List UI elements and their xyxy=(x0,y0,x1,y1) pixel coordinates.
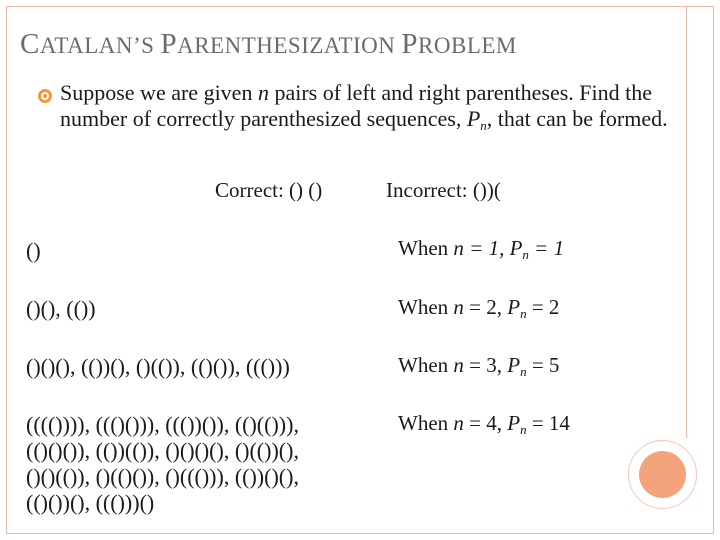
slide-side-rule xyxy=(686,6,687,438)
count-n2: When n = 2, $P_n = 2$ xyxy=(398,295,560,321)
problem-statement: Suppose we are given n pairs of left and right parentheses. Find the number of correctly parenthesized sequences, $P_n$, that can be formed. xyxy=(60,80,668,133)
sequences-n1: () xyxy=(26,238,41,263)
title-cap-3: P xyxy=(401,28,419,60)
title-possessive: ’S xyxy=(133,33,155,58)
sequences-n4-line-1: (((()))), ((()())), ((())()), (()(())), xyxy=(26,412,299,437)
sequences-n4-line-4: (()())(), ((()))() xyxy=(26,490,155,515)
slide-title xyxy=(20,28,517,61)
title-word-2: ARENTHESIZATION xyxy=(177,33,396,58)
title-cap-2: P xyxy=(160,28,178,60)
bullet-icon xyxy=(38,89,52,103)
sequences-n4-line-3: ()()(()), ()(()()), ()((())), (())()(), xyxy=(26,464,299,489)
title-cap-1: C xyxy=(20,28,40,60)
count-n4: When n = 4, $P_n = 14$ xyxy=(398,411,570,437)
correct-example: Correct: () () xyxy=(215,178,323,202)
title-word-1: ATALAN xyxy=(39,33,133,58)
title-word-3: ROBLEM xyxy=(418,33,517,58)
count-n1: When n = 1, $P_n = 1$ xyxy=(398,236,565,262)
decorative-circle xyxy=(639,451,686,498)
sequences-n2: ()(), (()) xyxy=(26,296,96,321)
sequences-n4 xyxy=(26,412,299,516)
incorrect-example: Incorrect: ())( xyxy=(386,178,501,202)
sequences-n3: ()()(), (())(), ()(()), (()()), ((())) xyxy=(26,354,290,379)
sequences-n4-line-2: (()()()), (())(()), ()()()(), ()(())(), xyxy=(26,438,299,463)
count-n3: When n = 3, $P_n = 5$ xyxy=(398,353,560,379)
